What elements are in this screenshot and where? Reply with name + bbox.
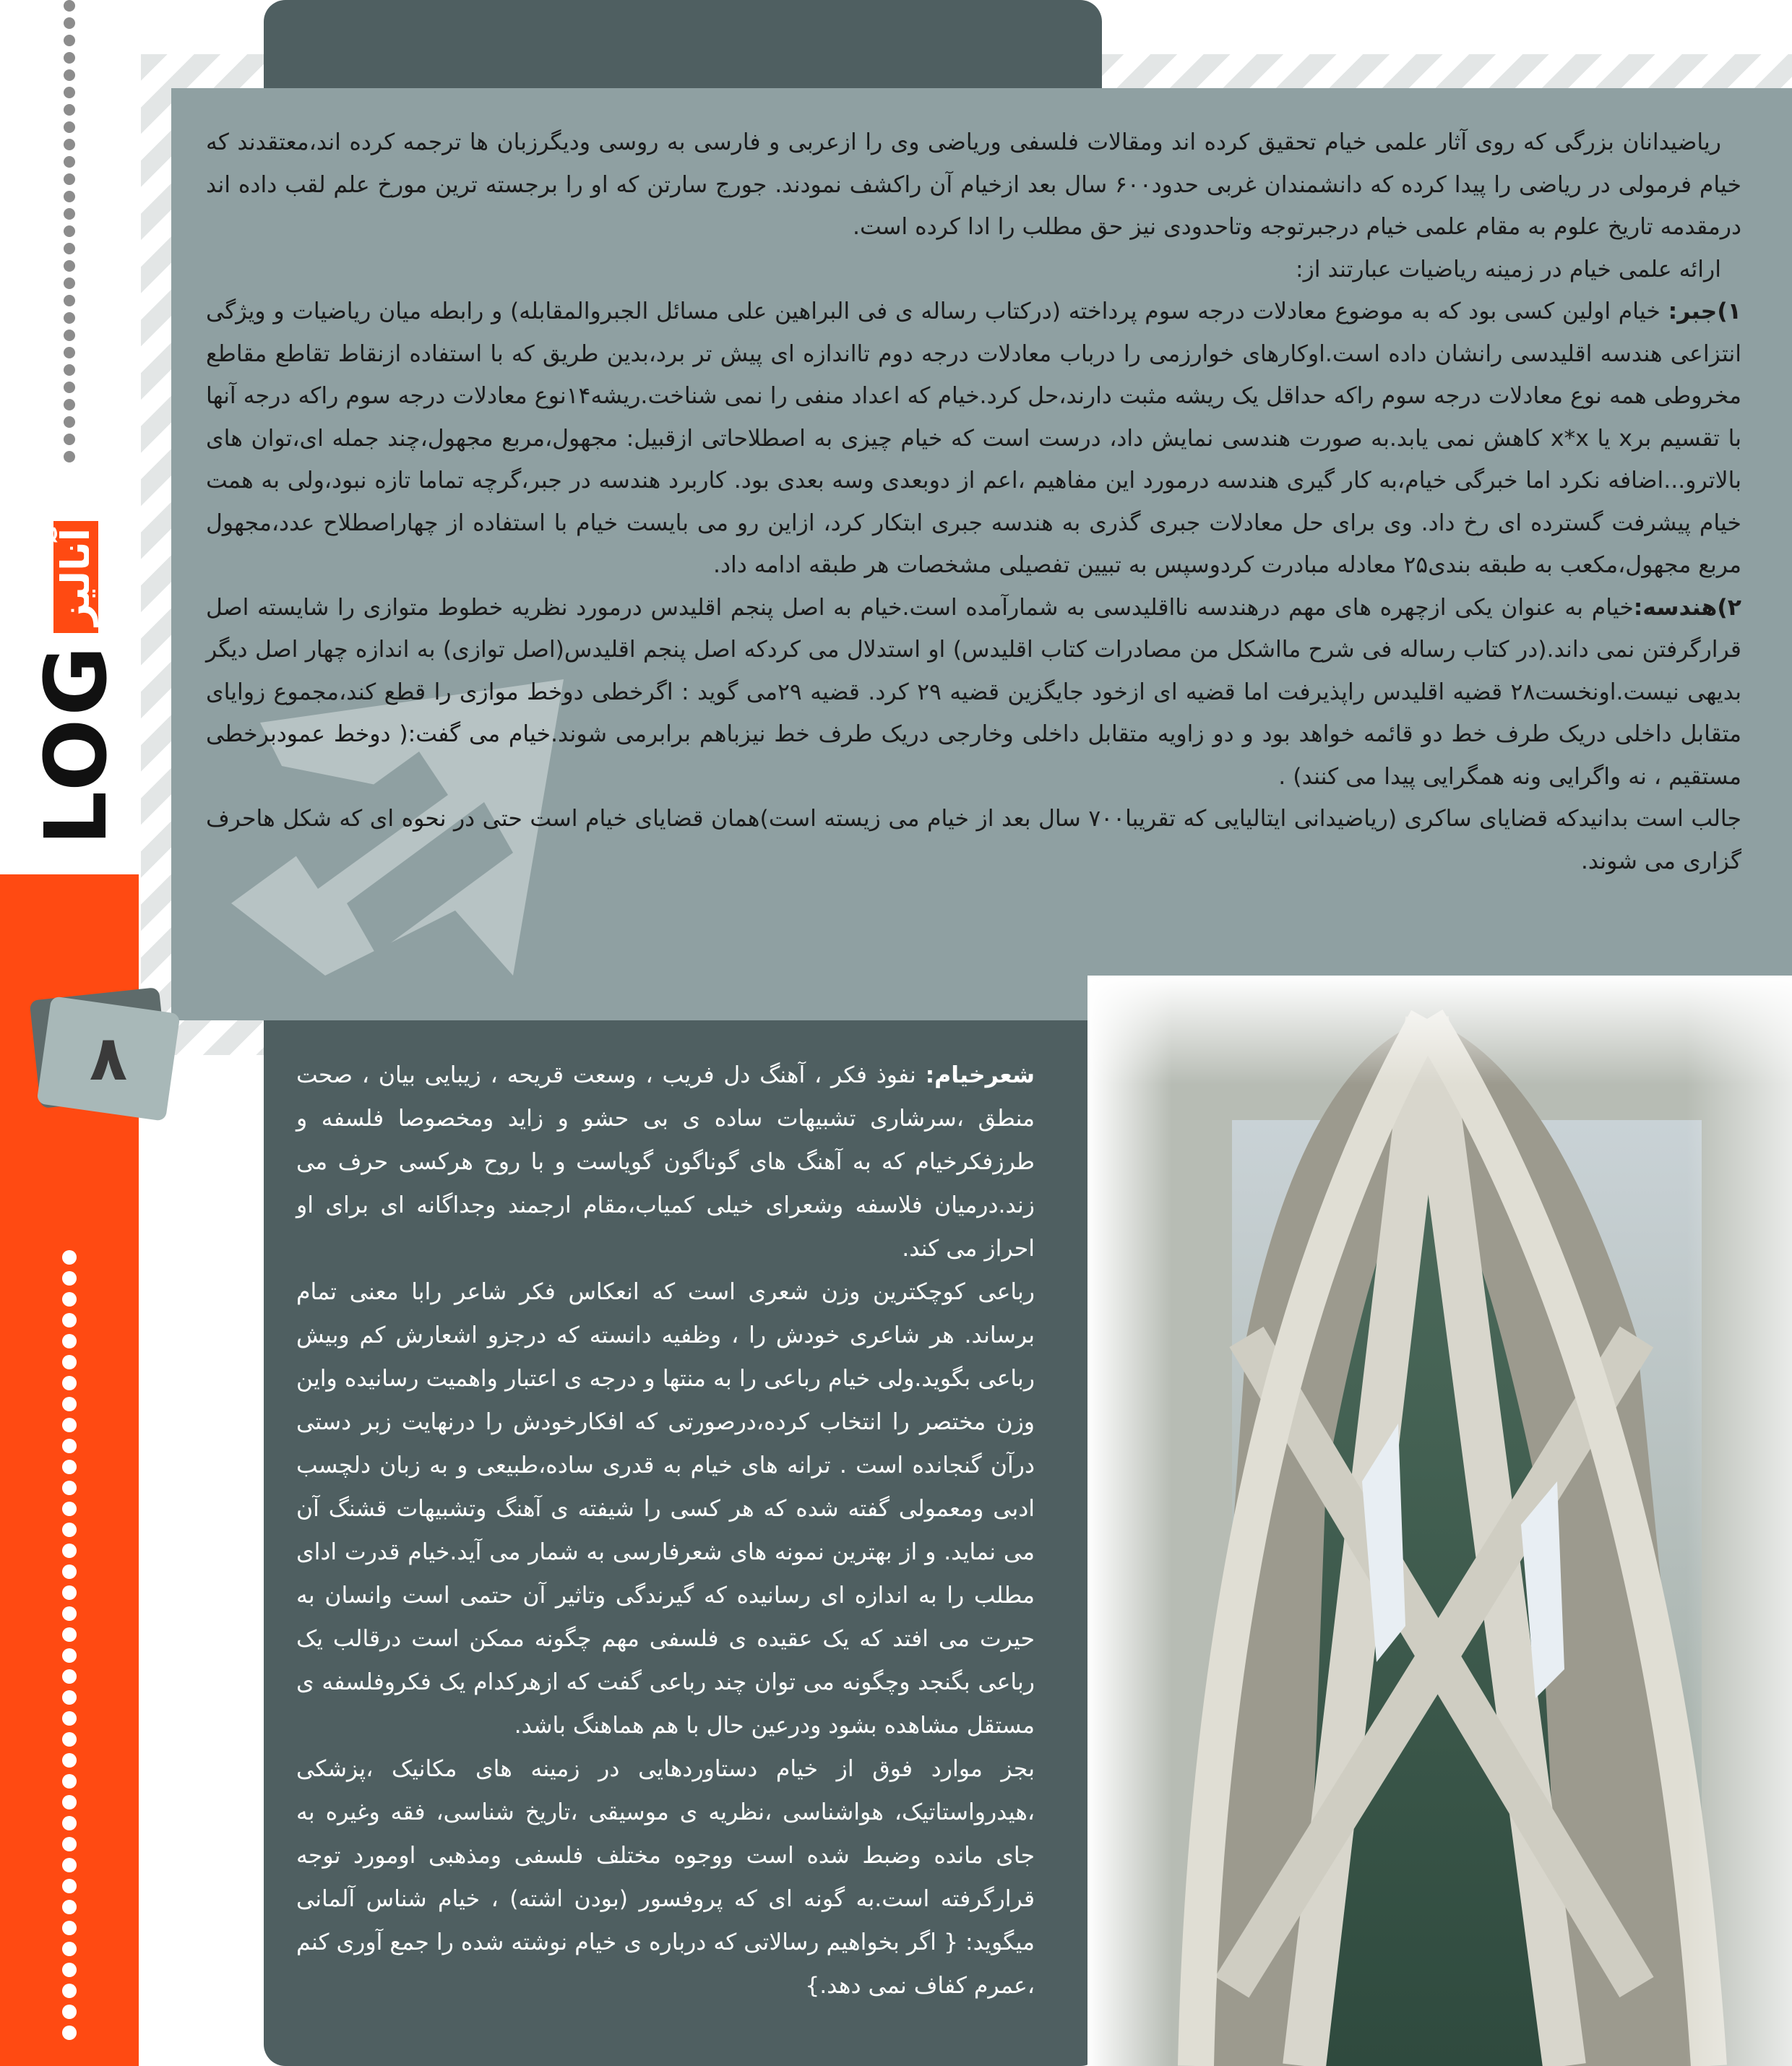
dot (62, 1984, 77, 1998)
heading-geometry: ۲)هندسه: (1633, 594, 1741, 621)
page-number: ۸ (89, 1023, 128, 1095)
dot (62, 1313, 77, 1327)
dot (62, 1585, 77, 1600)
paragraph: جالب است بدانیدکه قضایای ساکری (ریاضیدانی ایتالیایی که تقریبا۷۰۰ سال بعد از خیام می زیسته است)همان قضایای خیام است حتی در نحوه ای که شکل هاحرف گزاری می شوند. (206, 806, 1741, 874)
paragraph: ریاضیدانان بزرگی که روی آثار علمی خیام تحقیق کرده اند ومقالات فلسفی وریاضی وی را ازعربی و فارسی به روسی ودیگرزبان ها ترجمه کرده اند،معتقدند که خیام فرمولی در ریاضی را پیدا کرده که دانشمندان غربی حدود۶۰۰ سال بعد ازخیام آن راکشف نمودند. جورج سارتن که او را برجسته ترین مورخ علم لقب داده اند درمقدمه تاریخ علوم به مقام علمی خیام درجبرتوجه وتاحدودی نیز حق مطلب را ادا کرده است. (206, 129, 1741, 240)
bottom-article-text (296, 1054, 1035, 2007)
dot (64, 243, 75, 254)
dot (64, 277, 75, 289)
dot (64, 434, 75, 445)
logo-text: LOG (26, 642, 126, 845)
dot (64, 104, 75, 116)
heading-poetry: شعرخیام: (925, 1062, 1035, 1088)
magazine-logo (22, 499, 130, 845)
dotted-line-bottom (62, 1250, 79, 2066)
dot (62, 2005, 77, 2019)
dot (62, 1627, 77, 1642)
dot (62, 1795, 77, 1809)
dot (64, 17, 75, 29)
dot (62, 1900, 77, 1914)
paragraph-geometry: ۲)هندسه:خیام به عنوان یکی ازچهره های مهم درهندسه نااقلیدسی به شمارآمده است.خیام به اصل پنجم اقلیدس درمورد نظریه خطوط متوازی را شایسته اصل قرارگرفتن نمی داند.(در کتاب رساله فی شرح مااشکل من مصادرات کتاب اقلیدس) او استدلال می کردکه اصل پنجم اقلیدس(اصل توازی) به اندازه چهار اصل دیگر بدیهی نیست.اونخست۲۸ قضیه اقلیدس راپذیرفت اما قضیه ای ازخود جایگزین قضیه ۲۹ کرد. قضیه ۲۹می گوید : اگرخطی دوخط موازی را قطع کند،مجموع زوایای متقابل داخلی دریک طرف خط دو قائمه خواهد بود و دو زاویه متقابل داخلی وخارجی دریک طرف خط نیزباهم برابرمی شوند.خیام می گفت:( دوخط عمودبرخطی مستقیم ، نه واگرایی ونه همگرایی پیدا می کنند) . (206, 594, 1741, 790)
paragraph-poetry: شعرخیام: نفوذ فکر ، آهنگ دل فریب ، وسعت قریحه ، زیبایی بیان ، صحت منطق ،سرشاری تشبیهات ساده ی بی حشو و زاید ومخصوصا فلسفه و طرزفکرخیام که به آهنگ های گوناگون گویاست و با روح هرکسی حرف می زند.درمیان فلاسفه وشعرای خیلی کمیاب،مقام ارجمند وجداگانه ای برای او احراز می کند. (296, 1062, 1035, 1262)
paragraph: رباعی کوچکترین وزن شعری است که انعکاس فکر شاعر رابا معنی تمام برساند. هر شاعری خودش را ، وظفیه دانسته که درجزو اشعارش کم وبیش رباعی بگوید.ولی خیام رباعی را به منتها و درجه ی اعتبار واهمیت رسانیده واین وزن مختصر را انتخاب کرده،درصورتی که افکارخودش را درنهایت زبر دستی درآن گنجانده است . ترانه های خیام به قدری ساده،طبیعی و به زبان دلچسب ادبی ومعمولی گفته شده که هر کسی را شیفته ی آهنگ وتشبیهات قشنگ آن می نماید. و از بهترین نمونه های شعرفارسی به شمار می آید.خیام قدرت ادای مطلب را به اندازه ای رسانیده که گیرندگی وتاثیر آن حتمی است وانسان به حیرت می افتد که یک عقیده ی فلسفی مهم چگونه ممکن است درقالب یک رباعی بگنجد وچگونه می توان چند رباعی گفت که ازهرکدام یک فکروفلسفه ی مستقل مشاهده بشود ودرعین حال با هم هماهنگ باشد. (296, 1279, 1035, 1739)
dot (62, 1397, 77, 1411)
dot (64, 451, 75, 462)
heading-algebra: ۱)جبر: (1668, 298, 1741, 324)
dot (62, 1502, 77, 1516)
dot (62, 1711, 77, 1726)
dot (62, 1942, 77, 1956)
dot (64, 260, 75, 272)
dot (62, 1963, 77, 1977)
dot (62, 1606, 77, 1621)
dot (62, 1376, 77, 1390)
dot (62, 1544, 77, 1558)
paragraph: بجز موارد فوق از خیام دستاوردهایی در زمینه های مکانیک ،پزشکی ،هیدرواستاتیک، هواشناسی ،نظریه ی موسیقی ،تاریخ شناسی، فقه وغیره به جای مانده وضبط شده است ووجوه مختلف فلسفی ومذهبی اومورد توجه قرارگرفته است.به گونه ای که پروفسور (بودن اشته) ، خیام شناس آلمانی میگوید: { اگر بخواهیم رسالاتی که درباره ی خیام نوشته شده را جمع آوری کنم ،عمرم کفاف نمی دهد.} (296, 1756, 1035, 1999)
dot (62, 1753, 77, 1768)
dot (62, 1481, 77, 1495)
dot (64, 69, 75, 81)
dot (62, 1292, 77, 1307)
dot (62, 1564, 77, 1579)
dot (62, 1418, 77, 1432)
dot (64, 399, 75, 410)
paragraph-algebra: ۱)جبر: خیام اولین کسی بود که به موضوع معادلات درجه سوم پرداخته (درکتاب رساله ی فی البراهین علی مسائل الجبروالمقابله) و رابطه میان ریاضیات و ویژگی انتزاعی هندسه اقلیدسی رانشان داده است.اوکارهای خوارزمی را درباب معادلات درجه دوم تااندازه ای پیش تر برد،بدین طریق که با استفاده ازنقاط تقاطع مقاطع مخروطی همه نوع معادلات درجه سوم راکه حداقل یک ریشه مثبت دارند،حل کرد.خیام که اعداد منفی را نمی شناخت.ریشه۱۴نوع معادلات درجه سوم راکه درجه آنها با تقسیم برx یا x*x کاهش نمی یابد.به صورت هندسی نمایش داد، درست است که خیام چیزی به اصطلاحاتی ازقبیل: مجهول،مربع مجهول،چند جمله ای،توان های بالاترو...اضافه نکرد اما خبرگی خیام،به کار گیری هندسه درمورد این مفاهیم ،اعم از دوبعدی وسه بعدی بود. کاربرد هندسه در جبر،گرچه تماما تازه نبود،ولی به همت خیام پیشرفت گسترده ای رخ داد. وی برای حل معادلات جبری گذری به هندسه جبری ابتکار کرد، ازاین رو می بایست خیام با استفاده از چهاراصطلاح عدد،مجهول مربع مجهول،مکعب به طبقه بندی۲۵ معادله مبادرت کردوسپس به تبیین تفصیلی مشخصات هر طبقه ادامه داد. (206, 298, 1741, 578)
dot (62, 2026, 77, 2040)
dot (62, 1879, 77, 1893)
dot (64, 330, 75, 341)
dot (64, 295, 75, 306)
dot (64, 156, 75, 168)
logo-subtext: آنالیز (53, 521, 98, 633)
dot (62, 1271, 77, 1286)
dot (62, 1250, 77, 1265)
dot (62, 1837, 77, 1851)
dot (62, 1439, 77, 1453)
dot (64, 35, 75, 46)
dot (64, 312, 75, 324)
dotted-line-top (64, 0, 78, 462)
dot (64, 208, 75, 220)
dot (62, 1669, 77, 1684)
dot (62, 1690, 77, 1705)
dot (62, 1774, 77, 1789)
dot (64, 0, 75, 12)
khayyam-tomb-photo-icon (1087, 976, 1792, 2066)
top-article-text (206, 121, 1741, 882)
page-number-badge (36, 996, 180, 1122)
dot (64, 87, 75, 98)
dot (62, 1460, 77, 1474)
dot (64, 173, 75, 185)
dot (62, 1732, 77, 1747)
dot (64, 347, 75, 358)
dot (62, 1334, 77, 1348)
dot (64, 139, 75, 150)
dot (64, 382, 75, 393)
dot (62, 1523, 77, 1537)
dot (64, 364, 75, 376)
dot (64, 52, 75, 64)
paragraph: ارائه علمی خیام در زمینه ریاضیات عبارتند از: (1295, 256, 1721, 283)
dot (64, 191, 75, 202)
dot (64, 121, 75, 133)
dot (62, 1355, 77, 1369)
dot (62, 1648, 77, 1663)
dot (62, 1921, 77, 1935)
dot (64, 225, 75, 237)
dot (62, 1816, 77, 1830)
dot (64, 416, 75, 428)
dot (62, 1858, 77, 1872)
